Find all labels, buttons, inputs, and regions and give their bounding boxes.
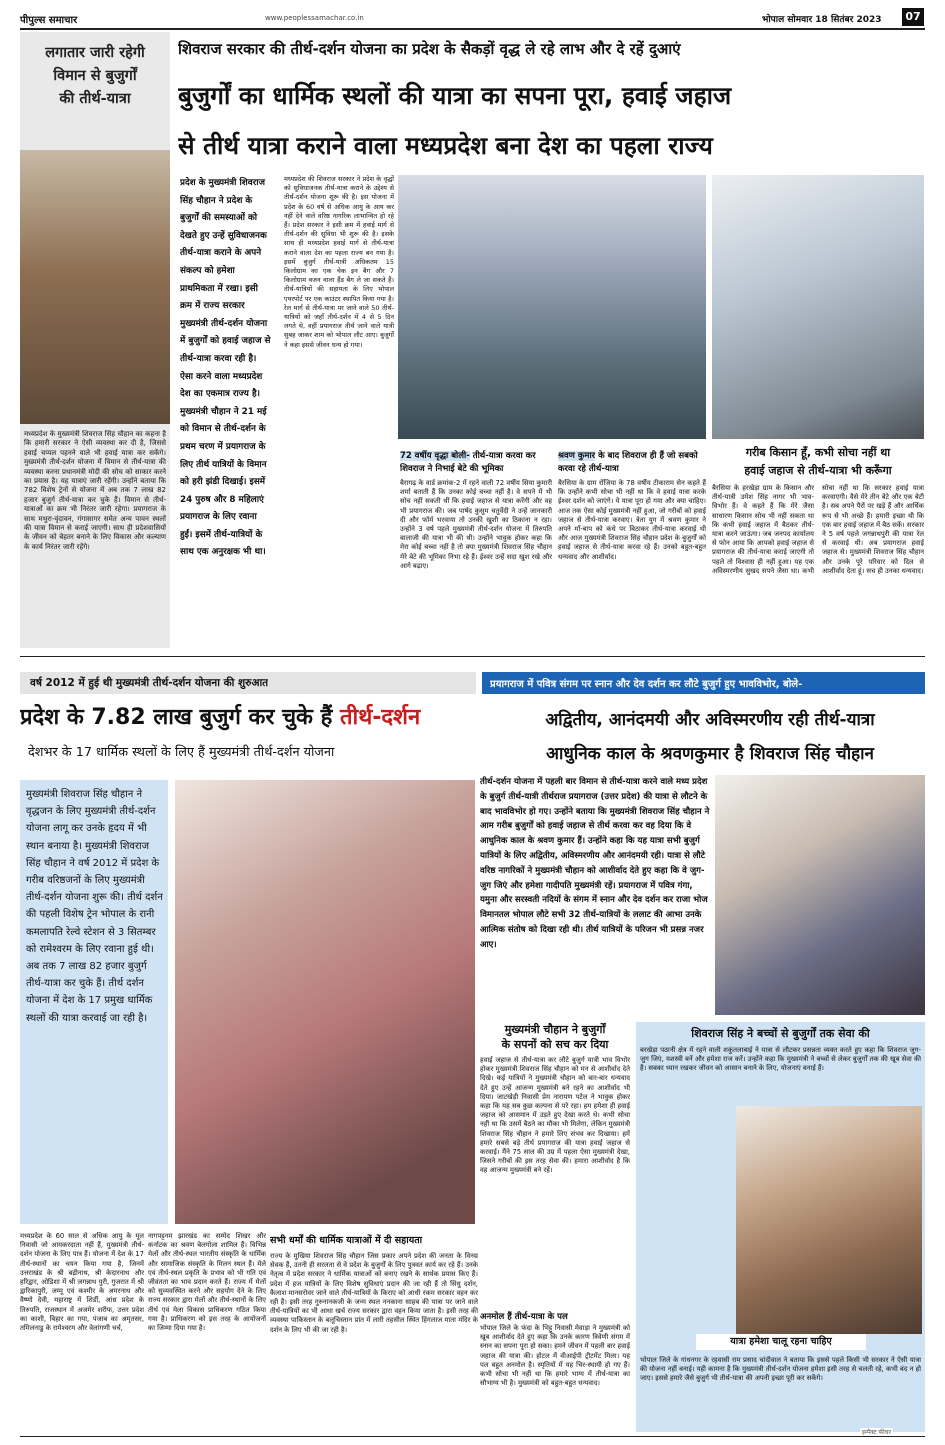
- pm-modi-photo: [20, 150, 170, 424]
- mid-bottom-col-1: मध्यप्रदेश के 60 साल से अधिक आयु के मूल निवासी जो आयकरदाता नहीं हैं, मुख्यमंत्री तीर्थ-दर्शन योजना के लिए पात्र हैं। योजना में देश के 17 तीर्थ-स्थानों का चयन किया गया है, जिनमें उत्तराखंड के श्री बद्रीनाथ, श्री केदारनाथ और हरिद्वार, ओडिशा में श्री जगन्नाथ पुरी, गुजरात में श्री द्वारिकापुरी, जम्मू एवं कश्मीर के अमरनाथ और वैष्णो देवी, महाराष्ट्र में शिर्डी, आंध्र प्रदेश के तिरुपति, राजस्थान में अजमेर शरीफ, उत्तर प्रदेश का काशी, बिहार का गया, पंजाब का अमृतसर, तमिलनाडु के रामेश्वरम और वेलांगणी चर्च,: [20, 1232, 144, 1333]
- sidebar-head-line: विमान से बुजुर्गों: [53, 68, 137, 84]
- mid-bottom-heading: सभी धर्मों की धार्मिक यात्राओं में दी सहायता: [270, 1235, 423, 1246]
- caption-2: [558, 450, 706, 640]
- mid-headline-a: प्रदेश के 7.82 लाख बुजुर्ग कर चुके हैं: [20, 705, 333, 730]
- caption-2-text: बैरसिया के ग्राम रोंजिया के 78 वर्षीय टीकाराम सेन कहते हैं कि उन्होंने कभी सोचा भी नहीं था कि वे हवाई यात्रा करके ईश्वर दर्शन को जाएंगे। ये यात्रा पूरा हो गया और क्या चाहिए। आज तक ऐसा कोई मुख्यमंत्री नहीं हुआ, जो गरीबों को हवाई जहाज से तीर्थ-यात्रा करवाए। त्रेता युग में श्रवण कुमार ने अपने माँ-बाप को कंधे पर बिठाकर तीर्थ-यात्रा करवाई थी और आज मुख्यमंत्री शिवराज सिंह चौहान प्रदेश के बुजुर्गों को हवाई जहाज से तीर्थ-यात्रा करवा रहे हैं। उनको बहुत-बहुत धन्यवाद और आशीर्वाद।: [558, 479, 706, 561]
- right-headline-2: आधुनिक काल के श्रवणकुमार है शिवराज सिंह चौहान: [546, 744, 874, 764]
- page-number: 07: [902, 8, 924, 26]
- box-2-text: बरखेड़ा पठानी क्षेत्र में रहने वाली शकुंतलाबाई ने यात्रा से लौटकर प्रसन्नता व्यक्त करते हुए कहा कि शिवराज जुग-जुग जिएं, यशस्वी बनें और हमेशा राज करें। उन्होंने कहा कि मुख्यमंत्री ने बच्चों से लेकर बुजुर्गों तक की खूब सेवा की है। सबका ध्यान रखकर जीवन को आसान बनाने के लिए, योजनाएं बनाई हैं।: [640, 1046, 921, 1073]
- top-bold-column: प्रदेश के मुख्यमंत्री शिवराज सिंह चौहान ने प्रदेश के बुजुर्गों की समस्याओं को देखते हुए उन्हें सुविधाजनक तीर्थ-यात्रा कराने के अपने संकल्प को हमेशा प्राथमिकता में रखा। इसी क्रम में राज्य सरकार मुख्यमंत्री तीर्थ-दर्शन योजना में बुजुर्गों को हवाई जहाज से तीर्थ-यात्रा करवा रही है। ऐसा करने वाला मध्यप्रदेश देश का एकमात्र राज्य है। मुख्यमंत्री चौहान ने 21 मई को विमान से तीर्थ-दर्शन के प्रथम चरण में प्रयागराज के लिए तीर्थ यात्रियों के विमान को हरी झंडी दिखाई। इसमें 24 पुरुष और 8 महिलाएं प्रयागराज के लिए रवाना हुईं। इसमें तीर्थ-यात्रियों के साथ एक अनुरक्षक भी था।: [180, 178, 271, 558]
- left-strip: [20, 672, 476, 694]
- top-headline-line2: से तीर्थ यात्रा कराने वाला मध्यप्रदेश बना देश का पहला राज्य: [178, 131, 713, 160]
- caption-1-head: [400, 450, 552, 476]
- box-1-head-line: के सपनों को सच कर दिया: [501, 1038, 609, 1051]
- right-headline-1: अद्वितीय, आनंदमयी और अविस्मरणीय रही तीर्थ-यात्रा: [545, 710, 875, 730]
- caption-2-rest: के बाद शिवराज ही हैं जो सबको करवा रहे तीर्थ-यात्रा: [558, 451, 698, 474]
- caption-2-head: [558, 450, 706, 476]
- sidebar-head-line: की तीर्थ-यात्रा: [59, 91, 131, 107]
- box-1-text: हवाई जहाज से तीर्थ-यात्रा कर लौटे बुजुर्ग यात्री भाव विभोर होकर मुख्यमंत्री शिवराज सिंह चौहान को मन से आशीर्वाद देते दिखे। कई यात्रियों ने मुख्यमंत्री चौहान को बार-बार धन्यवाद देते हुए उन्हें आजन्म मुख्यमंत्री बने रहने का आशीर्वाद भी दिया। जाटखेड़ी निवासी प्रेम नारायण पटेल ने भावुक होकर कहा कि यह सब कुछ कल्पना से परे रहा। हम हमेशा ही हवाई जहाज को आसमान में उड़ते हुए देखा करते थे। कभी सोचा नहीं था कि उसमें बैठने का मौका भी मिलेगा, लेकिन मुख्यमंत्री शिवराज सिंह चौहान ने हमारे लिए संभव कर दिखाया। हमें हमारे सबसे बड़े तीर्थ प्रयागराज की यात्रा हवाई जहाज से करवाई। मैंने 75 साल की उम्र में पहला ऐसा मुख्यमंत्री देखा, जिसने गरीबों की इस तरह सेवा की। हमारा आशीर्वाद है कि वह आजन्म मुख्यमंत्री बने रहें।: [480, 1056, 630, 1175]
- sidebar-headline: [20, 42, 170, 111]
- right-bold-text: तीर्थ-दर्शन योजना में पहली बार विमान से तीर्थ-यात्रा करने वाले मध्य प्रदेश के बुजुर्ग तीर्थ-यात्री तीर्थराज प्रयागराज (उत्तर प्रदेश) की यात्रा से लौटने के बाद भावविभोर हो गए। उन्होंने बताया कि मुख्यमंत्री शिवराज सिंह चौहान ने आम गरीब बुजुर्गों को हवाई जहाज से तीर्थ करवा कर वह दिया कि वे आधुनिक काल के श्रवण कुमार हैं। उन्होंने कहा कि यह यात्रा सभी बुजुर्ग यात्रियों के लिए अद्वितीय, अविस्मरणीय और आनंदमयी रही। यात्रा से लौटे वरिष्ठ नागरिकों ने मुख्यमंत्री चौहान को आशीर्वाद देते हुए कहा कि वे जुग-जुग जिएं और हमेशा गादीपति मुख्यमंत्री रहें। प्रयागराज में पवित्र गंगा, यमुना और सरस्वती नदियों के संगम में स्नान और देव दर्शन कर राजा भोज विमानतल भोपाल लौटे सभी 32 तीर्थ-यात्रियों के ललाट की आभा उनके आत्मिक संतोष को दिखा रही थी। तीर्थ यात्रियों के परिजन भी प्रसन्न नजर आए।: [480, 777, 710, 950]
- cm-greeting-photo: [715, 775, 925, 1015]
- sidebar-head-line: लगातार जारी रहेगी: [45, 45, 145, 61]
- mid-headline-b: तीर्थ-दर्शन: [339, 705, 421, 730]
- caption-3-text: बैरसिया के हरखेड़ा ग्राम के किसान और तीर्थ-यात्री उमेश सिंह नागर भी भाव-विभोर हैं। वे कहते हैं कि मेरे जैसा साधारण किसान सोच भी नहीं सकता था कि कभी हवाई जहाज में बैठकर तीर्थ-यात्रा करने जाऊंगा। जब जनपद कार्यालय से फोन आया कि आपको हवाई जहाज से प्रयागराज की तीर्थ-यात्रा कराई जाएगी तो पहले तो विश्वास ही नहीं हुआ। यह एक अविस्मरणीय सुखद सपने जैसा था। कभी सोचा नहीं था कि सरकार हवाई यात्रा करवाएगी। वैसे मेरे तीन बेटे और एक बेटी है। सब अपने पैरों पर खड़े हैं और आर्थिक रूप से भी अच्छे हैं। हमारी इच्छा थी कि एक बार हवाई जहाज में बैठ सकें। सरकार ने 5 वर्ष पहले जगन्नाथपुरी की यात्रा रेल से करवाई थी। अब प्रयागराज हवाई जहाज से। मुख्यमंत्री शिवराज सिंह चौहान और उनके पूरे परिवार को दिल से आशीर्वाद देता हूं। सच ही उनका धन्यवाद।: [712, 484, 924, 575]
- mid-side-text: मुख्यमंत्री शिवराज सिंह चौहान ने वृद्धजन के लिए मुख्यमंत्री तीर्थ-दर्शन योजना लागू कर उनके हृदय में भी स्थान बनाया है। मुख्यमंत्री शिवराज सिंह चौहान ने वर्ष 2012 में प्रदेश के गरीब वरिष्ठजनों के लिए मुख्यमंत्री तीर्थ-दर्शन योजना शुरू की। तीर्थ दर्शन की पहली विशेष ट्रेन भोपाल के रानी कमलापति रेल्वे स्टेशन से 3 सितम्बर को रामेश्वरम के लिए रवाना हुई थी। अब तक 7 लाख 82 हजार बुजुर्ग तीर्थ-यात्रा कर चुके हैं। तीर्थ दर्शन योजना में देश के 17 प्रमुख धार्मिक स्थलों की यात्रा करवाई जा रही है।: [26, 789, 163, 1024]
- box-1-head-line: मुख्यमंत्री चौहान ने बुजुर्गों: [504, 1023, 606, 1036]
- left-strip-text: वर्ष 2012 में हुई थी मुख्यमंत्री तीर्थ-दर्शन योजना की शुरुआत: [30, 677, 269, 689]
- sidebar: [20, 32, 170, 648]
- box-2-text-2: भोपाल जिले के गांधनगर के रहवासी राम प्रसाद चांदीवाल ने बताया कि इससे पहले किसी भी सरकार ने ऐसी यात्रा की योजना नहीं बनाई। यही कामना है कि मुख्यमंत्री तीर्थ-दर्शन योजना हमेशा इसी तरह से चलती रहे, कभी बंद न हो जाए। इससे हमारे जैसे बुजुर्ग भी तीर्थ-यात्रा की अपनी इच्छा पूरी कर सकेंगे।: [640, 1356, 921, 1383]
- sidebar-text: मध्यप्रदेश के मुख्यमंत्री शिवराज सिंह चौहान का कहना है कि हमारी सरकार ने ऐसी व्यवस्था कर दी है, जिससे हवाई चप्पल पहनने वाले भी हवाई यात्रा कर सकेंगे। मुख्यमंत्री तीर्थ-दर्शन योजना में विमान से तीर्थ-यात्रा की व्यवस्था करना प्रधानमंत्री मोदी की सोच को साकार करने का प्रयास है। यह यात्राएं जारी रहेंगी। उन्होंने बताया कि 782 विशेष ट्रेनों से योजना में अब तक 7 लाख 82 हजार बुजुर्ग तीर्थ-यात्रा कर चुके हैं। विमान से तीर्थ-यात्राओं का क्रम भी निरंतर जारी रहेगा। प्रयागराज के साथ मथुरा-वृंदावन, गंगासागर समेत अन्य पावन स्थलों की यात्रा विमान से कराई जाएगी। साथ ही प्रदेशवासियों के जीवन को बेहतर बनाने के लिए विकास और कल्याण के कार्य निरंतर जारी रहेंगे।: [24, 430, 166, 551]
- box-1-text-2: भोपाल जिले के फंदा के भिट्टू निवासी मेवाड़ा ने मुख्यमंत्री को खूब आशीर्वाद देते हुए कहा कि उनके कारण त्रिवेणी संगम में स्नान का सपना पूरा हो सका। हमने जीवन में पहली बार हवाई जहाज की यात्रा की। होटल में वीआईपी ट्रीटमेंट मिला। यह पल बहुत अनमोल है। स्मृतियों में यह चिर-स्थायी हो गए हैं। कभी सोचा भी नहीं था कि हमारे भाग्य में तीर्थ-यात्रा का सौभाग्य भी है। मुख्यमंत्री को बहुत-बहुत धन्यवाद।: [480, 1324, 630, 1388]
- right-strip: [482, 672, 925, 694]
- masthead: [20, 6, 925, 30]
- footer-credit: इम्पैक्ट फीचर: [862, 1429, 891, 1436]
- caption-2-highlight: श्रवण कुमार: [558, 451, 596, 461]
- footer-rule: [20, 1436, 925, 1437]
- caption-1-text: बैरागढ़ के वार्ड क्रमांक-2 में रहने वाली 72 वर्षीय सिया कुमारी शर्मा बताती हैं कि उनका कोई बच्चा नहीं है। वे सपने में भी सोच नहीं सकती थीं कि हवाई जहाज से यात्रा करेंगी और वह भी प्रयागराज की। जब पार्षद कुसुम चतुर्वेदी ने उन्हें जानकारी दी और फॉर्म भरवाया तो उनकी खुशी का ठिकाना न रहा। उन्होंने 3 वर्ष पहले मुख्यमंत्री तीर्थ-दर्शन योजना में तिरुपति बालाजी की यात्रा भी की थी। उन्होंने भावुक होकर कहा कि मेरा कोई बच्चा नहीं है तो क्या मुख्यमंत्री शिवराज सिंह चौहान मेरे बेटे की भूमिका निभा रहे हैं। ईश्वर उन्हें सदा खुश रखे और आगे बढ़ाए।: [400, 479, 552, 570]
- section-divider: [20, 656, 925, 657]
- mid-headline: [20, 702, 480, 734]
- masthead-logo: पीपुल्स समाचार: [20, 15, 78, 26]
- masthead-rule: [20, 28, 925, 30]
- box-1-head: [480, 1022, 630, 1052]
- mid-bottom-col-2: नागपट्टनम झारखंड का सम्मेद शिखर और कर्नाटक का श्रवण बेलगोला शामिल हैं। विभिन्न मेलों और तीर्थ-स्थल भारतीय संस्कृति के धार्मिक और सामाजिक संस्कृति के मिलन स्थल हैं। मेले एवं तीर्थ-स्थल प्रकृति के प्रभाव को भी गति एवं जीवंतता का भाव प्रदान करते हैं। राज्य में मेलों को सुव्यवस्थित करने और सहयोग देने के लिए राज्य सरकार द्वारा मेलों और तीर्थ-स्थानों के लिए तीर्थ एवं मेला विकास प्राधिकरण गठित किया गया है। प्राधिकरण को इस तरह के आयोजनों का जिम्मा दिया गया है।: [148, 1232, 266, 1333]
- box-2-head: शिवराज सिंह ने बच्चों से बुजुर्गों तक सेवा की: [691, 1027, 870, 1040]
- box-1-subhead: अनमोल हैं तीर्थ-यात्रा के पल: [480, 1312, 568, 1322]
- masthead-url: www.peoplessamachar.co.in: [265, 14, 364, 22]
- right-strip-text: प्रयागराज में पवित्र संगम पर स्नान और देव दर्शन कर लौटे बुजुर्ग हुए भावविभोर, बोले-: [490, 679, 803, 690]
- top-kicker: शिवराज सरकार की तीर्थ-दर्शन योजना का प्रदेश के सैकड़ों वृद्ध ले रहे लाभ और दे रहें दुआएं: [178, 40, 681, 58]
- caption-3: [712, 444, 924, 644]
- caption-3-head-2: हवाई जहाज से तीर्थ-यात्रा भी करूँगा: [744, 464, 892, 477]
- boarding-photo: [712, 175, 924, 439]
- box-1: [480, 1022, 630, 1432]
- masthead-dateline: भोपाल सोमवार 18 सितंबर 2023: [762, 15, 882, 25]
- aircraft-cabin-photo: [398, 175, 706, 439]
- mid-bottom-col-3: राज्य के मुखिया शिवराज सिंह चौहान जिस प्रकार अपने प्रदेश की जनता के विनम्र सेवक हैं, उतनी ही सरलता से वे प्रदेश के बुजुर्गों के लिए पुत्रवत कार्य कर रहे हैं। उनके नेतृत्व में प्रदेश सरकार ने धार्मिक यात्राओं को बनाए रखने के सार्थक प्रयास किए हैं। प्रदेश में हज यात्रियों के लिए विशेष सुविधाएं प्रदान की जा रही हैं तो सिंधु दर्शन, कैलाश मानसरोवर जाने वाले तीर्थ-यात्रियों के किराए को आधी रकम सरकार वहन कर रही है। इसी तरह गुरुनानकजी के जन्म स्थल ननकाना साहब की यात्रा पर जाने वाले तीर्थ-यात्रियों का भी आधा खर्च राज्य सरकार द्वारा वहन किया जाता है। इसी तरह की व्यवस्था पाकिस्तान के बलूचिस्तान प्रांत में लारी तहसील स्थित हिंगलाज माता मंदिर के दर्शन के लिए भी की जा रही है।: [270, 1252, 478, 1334]
- top-column-2: मध्यप्रदेश की शिवराज सरकार ने प्रदेश के वृद्धों को सुविधाजनक तीर्थ-यात्रा कराने के उद्देश्य से तीर्थ-दर्शन योजना शुरू की है। इस योजना में प्रदेश के 60 वर्ष से अधिक आयु के आय कर नहीं देने वाले वरिष्ठ नागरिक लाभान्वित हो रहे हैं। प्रदेश सरकार ने इसी क्रम में हवाई मार्ग से तीर्थ-दर्शन की सुविधा भी शुरू की है। इसके साथ ही मध्यप्रदेश हवाई मार्ग से तीर्थ-यात्रा कराने वाला देश का पहला राज्य बन गया है। इसमें बुजुर्ग तीर्थ-यात्री अधिकतम 15 किलोग्राम का एक चेक इन बैग और 7 किलोग्राम वजन वाला हैंड बैग ले जा सकते हैं। तीर्थ-यात्रियों की सहायता के लिए भोपाल एयरपोर्ट पर एक काउंटर स्थापित किया गया है। रेल मार्ग से तीर्थ-यात्रा पर जाने वाले 50 तीर्थ-यात्रियों को जहाँ तीर्थ-दर्शन में 4 से 5 दिन लगते थे, वहीं प्रयागराज तीर्थ जाने वाले यात्री सुबह जाकर शाम को भोपाल लौट आए। बुजुर्गों ने कहा इससे जीवन धन्य हो गया।: [284, 175, 394, 349]
- caption-1: [400, 450, 552, 640]
- box-2: [636, 1022, 925, 1432]
- mid-side-box: [20, 780, 168, 1224]
- caption-1-rest: तीर्थ-यात्रा करवा कर शिवराज ने निभाई बेटे की भूमिका: [400, 451, 536, 474]
- photo-caption: यात्रा हमेशा चालू रहना चाहिए: [696, 1334, 866, 1350]
- caption-3-head: गरीब किसान हूँ, कभी सोचा नहीं था: [745, 446, 891, 459]
- top-headline-line1: बुजुर्गों का धार्मिक स्थलों की यात्रा का सपना पूरा, हवाई जहाज: [178, 81, 732, 110]
- mid-subhead: देशभर के 17 धार्मिक स्थलों के लिए हैं मुख्यमंत्री तीर्थ-दर्शन योजना: [28, 745, 335, 760]
- elderly-woman-photo: [736, 1106, 922, 1334]
- cm-hug-photo: [175, 780, 475, 1224]
- caption-1-highlight: 72 वर्षीय वृद्धा बोली-: [400, 451, 470, 461]
